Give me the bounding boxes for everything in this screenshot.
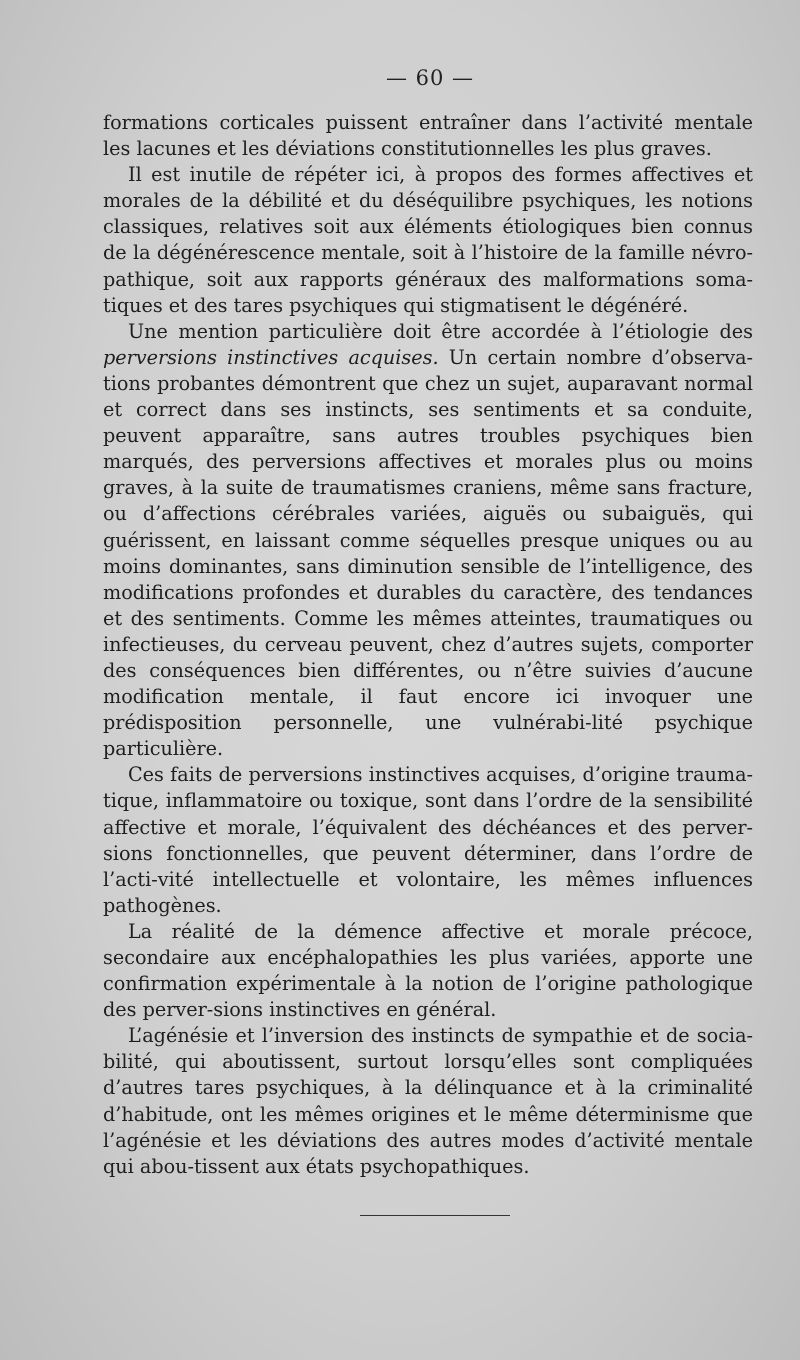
page-number: — 60 — (385, 66, 475, 90)
paragraph: L’agénésie et l’inversion des instincts de sympathie et de socia-bilité, qui aboutissent, surtout lorsqu’elles sont compliquées d’autres tares psychiques, à la délinquance et à la criminalité d’habitude, ont les mêmes origines et le même déterminisme que l’agénésie et les déviations des autres modes d’activité mentale qui abou-tissent aux états psychopathiques. (103, 1024, 753, 1178)
paragraph-text: Une mention particulière doit être accordée à l’étiologie des (128, 319, 753, 343)
paragraph: Il est inutile de répéter ici, à propos des formes affectives et morales de la débilité et du déséquilibre psychiques, les notions classiques, relatives soit aux éléments étiologiques bien connus de la dégénérescence mentale, soit à l’histoire de la famille névro-pathique, soit aux rapports généraux des malformations soma-tiques et des tares psychiques qui stigmatisent le dégénéré. (103, 163, 753, 317)
paragraph-text: Un certain nombre d’observa-tions probantes démontrent que chez un sujet, auparavant normal et correct dans ses instincts, ses sentiments et sa conduite, peuvent apparaître, sans autres troubles psychiques bien marqués, des perversions affectives et morales plus ou moins graves, à la suite de traumatismes craniens, même sans fracture, ou d’affections cérébrales variées, aiguës ou subaiguës, qui guérissent, en laissant comme séquelles presque uniques ou au moins dominantes, sans diminution sensible de l’intelligence, des modifications profondes et durables du caractère, des tendances et des sentiments. Comme les mêmes atteintes, traumatiques ou infectieuses, du cerveau peuvent, chez d’autres sujets, comporter des conséquences bien différentes, ou n’être suivies d’aucune modification mentale, il faut encore ici invoquer une prédisposition personnelle, une vulnérabi-lité psychique particulière. (103, 345, 754, 761)
paragraph: La réalité de la démence affective et morale précoce, secondaire aux encéphalopathies les plus variées, apporte une confirmation expérimentale à la notion de l’origine pathologique des perver-sions instinctives en général. (103, 919, 753, 1022)
body-text (103, 110, 753, 1180)
emphasized-term: perversions instinctives acquises. (103, 345, 439, 369)
paragraph-continuation: formations corticales puissent entraîner dans l’activité mentale les lacunes et les déviations constitutionnelles les plus graves. (103, 111, 753, 161)
paragraph: Ces faits de perversions instinctives acquises, d’origine trauma-tique, inflammatoire ou toxique, sont dans l’ordre de la sensibilité affective et morale, l’équivalent des déchéances et des perver-sions fonctionnelles, que peuvent déterminer, dans l’ordre de l’acti-vité intellectuelle et volontaire, les mêmes influences pathogènes. (103, 763, 753, 917)
paragraph (103, 319, 753, 763)
end-divider (360, 1215, 510, 1216)
